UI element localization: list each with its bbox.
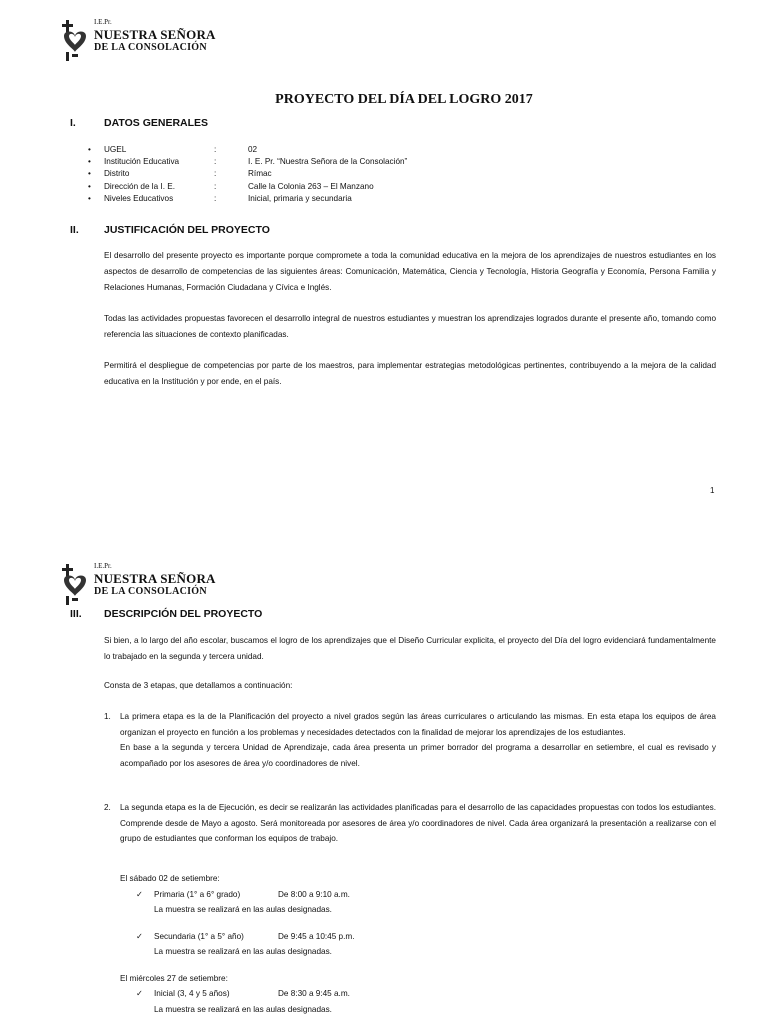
list-item: • Niveles Educativos : Inicial, primaria y secundaria xyxy=(88,193,352,203)
section-heading: II. JUSTIFICACIÓN DEL PROYECTO xyxy=(70,224,270,236)
check-icon: ✓ xyxy=(136,931,143,941)
logo-sub: DE LA CONSOLACIÓN xyxy=(94,42,207,53)
list-item: • Institución Educativa : I. E. Pr. “Nuestra Señora de la Consolación” xyxy=(88,157,408,167)
etapa-item: 2. La segunda etapa es la de Ejecución, es decir se realizarán las actividades planificadas para el desarrollo de las capacidades propuestas con todos los estudiantes. Comprende desde de Mayo a agosto. Será monitoreada por asesores de área y/o coordinadores de nivel. Cada área organizará la presentación a realizarse con el grupo de estudiantes que conforman los equipos de trabajo. xyxy=(104,803,716,843)
etapa-item: 1. La primera etapa es la de la Planificación del proyecto a nivel grados según las áreas curriculares o articulando las mismas. En esta etapa los equipos de área organizan el proyecto en función a los problemas y necesidades detectados con la finalidad de mejorar los aprendizajes de los estudiantes. En base a la segunda y tercera Unidad de Aprendizaje, cada área presenta un primer borrador del programa a desarrollar en setiembre, el cual es revisado y acompañado por los asesores de área y/o coordinadores de nivel. xyxy=(104,712,716,768)
crest-icon xyxy=(60,562,90,606)
school-logo xyxy=(60,562,216,606)
list-item: • UGEL : 02 xyxy=(88,145,258,154)
logo-small-text: I.E.Pr. xyxy=(94,18,112,26)
schedule-item: ✓ Inicial (3, 4 y 5 años) De 8:30 a 9:45 a.m. xyxy=(120,986,354,1002)
schedule-date: El miércoles 27 de setiembre: xyxy=(120,973,228,983)
page-number: 1 xyxy=(710,486,715,495)
schedule-item: ✓ Primaria (1° a 6° grado) De 8:00 a 9:10 a.m. xyxy=(120,887,354,903)
logo-sub: DE LA CONSOLACIÓN xyxy=(94,586,207,597)
crest-icon xyxy=(60,18,90,62)
paragraph: Si bien, a lo largo del año escolar, buscamos el logro de los aprendizajes que el Diseño Curricular explicita, el proyecto del Día del logro evidenciará fundamentalmente lo trabajado en la segunda y tercera unidad. xyxy=(104,636,716,661)
section-heading: III. DESCRIPCIÓN DEL PROYECTO xyxy=(70,608,263,620)
check-icon: ✓ xyxy=(136,889,143,899)
document-title: PROYECTO DEL DÍA DEL LOGRO 2017 xyxy=(275,92,533,107)
paragraph: Permitirá el despliegue de competencias por parte de los maestros, para implementar estrategias metodológicas pertinentes, contribuyendo a la mejora de la calidad educativa en la Institución y por ende, en el país. xyxy=(104,361,716,386)
schedule-item: ✓ Secundaria (1° a 5° año) De 9:45 a 10:45 p.m. xyxy=(120,929,354,945)
paragraph: El desarrollo del presente proyecto es importante porque compromete a toda la comunidad educativa en la mejora de los aprendizajes de nuestros estudiantes en los aspectos de desarrollo de competencias de las siguientes áreas: Comunicación, Matemática, Ciencia y Tecnología, Historia Geografía y Economía, Persona Familia y Relaciones Humanas, Formación Ciudadana y Cívica e Inglés. xyxy=(104,251,716,292)
paragraph: Todas las actividades propuestas favorecen el desarrollo integral de nuestros estudiantes y muestran los aprendizajes logrados durante el presente año, tomando como referencia las situaciones de contexto planificadas. xyxy=(104,314,716,339)
logo-name: NUESTRA SEÑORA xyxy=(94,571,216,586)
schedule-date: El sábado 02 de setiembre: xyxy=(120,874,220,883)
paragraph: Consta de 3 etapas, que detallamos a continuación: xyxy=(104,681,293,690)
list-item: • Distrito : Rímac xyxy=(88,169,272,179)
check-icon: ✓ xyxy=(136,989,143,998)
schedule: El sábado 02 de setiembre: ✓ Primaria (1° a 6° grado) De 8:00 a 9:10 a.m. La muestra se realizará en las aulas designadas. ✓ Secundaria (1° a 5° año) De 9:45 a 10:45 p.m. La muestra se realizará en las aulas designadas. El miércoles 27 de setiembre: ✓ Inicial (3, 4 y 5 años) De 8:30 a 9:45 a.m. La muestra se realizará en las aulas designadas. xyxy=(120,871,354,1017)
list-item: • Dirección de la I. E. : Calle la Colonia 263 – El Manzano xyxy=(88,181,374,191)
logo-small-text: I.E.Pr. xyxy=(94,562,112,570)
school-logo xyxy=(60,18,216,62)
section-heading: I. DATOS GENERALES xyxy=(70,117,209,129)
logo-name: NUESTRA SEÑORA xyxy=(94,27,216,42)
datos-generales-list xyxy=(88,144,407,205)
